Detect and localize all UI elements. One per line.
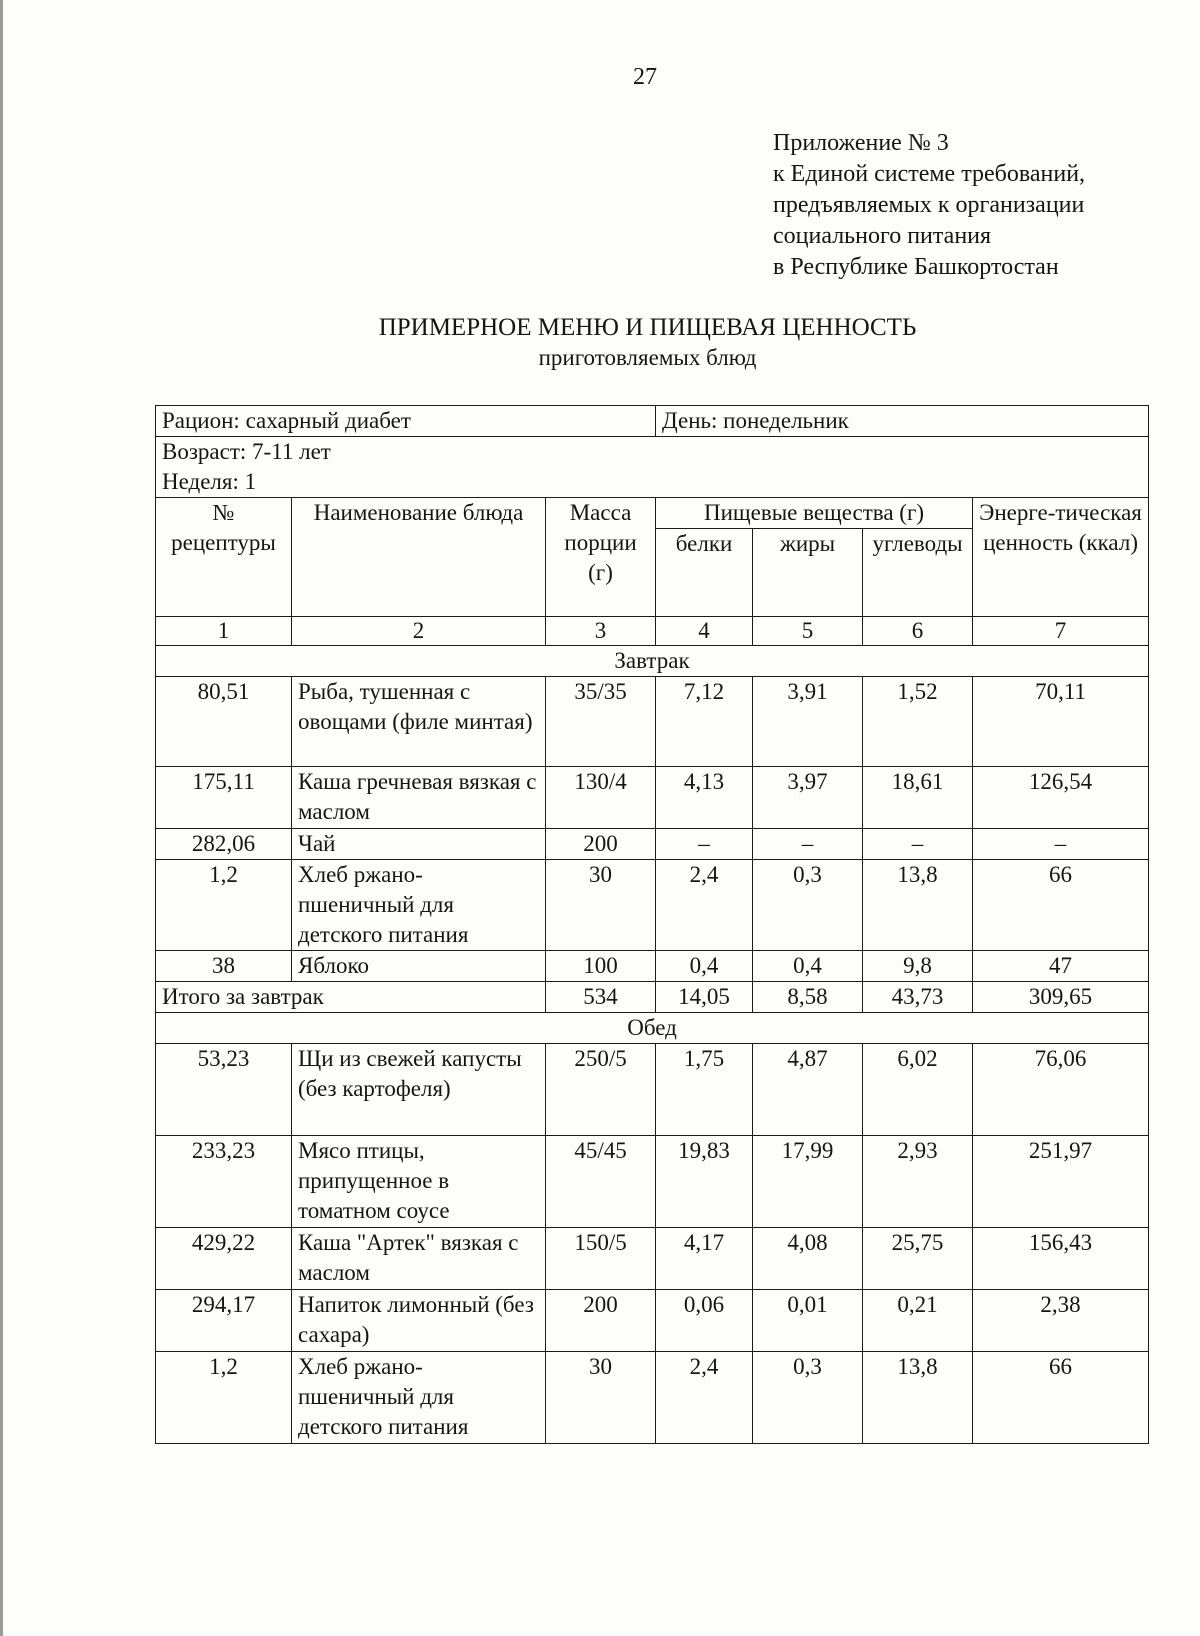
age-week-cell xyxy=(156,437,1149,498)
recipe-cell: 175,11 xyxy=(156,767,292,829)
total-row xyxy=(156,982,1149,1013)
dish-name-cell: Мясо птицы, припущенное в томатном соусе xyxy=(292,1136,546,1228)
header-fats: жиры xyxy=(753,529,863,617)
dish-name-cell: Каша "Артек" вязкая с маслом xyxy=(292,1228,546,1290)
section-row-breakfast xyxy=(156,646,1149,677)
dish-name-cell: Щи из свежей капусты (без картофеля) xyxy=(292,1044,546,1136)
recipe-cell: 53,23 xyxy=(156,1044,292,1136)
document-title xyxy=(0,313,1200,373)
age-week-row xyxy=(156,437,1149,498)
recipe-cell: 282,06 xyxy=(156,829,292,860)
total-energy: 309,65 xyxy=(973,982,1149,1013)
fats-cell: 0,3 xyxy=(753,860,863,951)
carbs-cell: 9,8 xyxy=(863,951,973,982)
energy-cell: 251,97 xyxy=(973,1136,1149,1228)
mass-cell: 45/45 xyxy=(546,1136,656,1228)
proteins-cell: 0,4 xyxy=(656,951,753,982)
header-energy: Энерге-тическая ценность (ккал) xyxy=(973,498,1149,617)
table-row xyxy=(156,1044,1149,1136)
mass-cell: 30 xyxy=(546,1352,656,1444)
total-carbs: 43,73 xyxy=(863,982,973,1013)
recipe-cell: 80,51 xyxy=(156,677,292,767)
fats-cell: 0,4 xyxy=(753,951,863,982)
total-mass: 534 xyxy=(546,982,656,1013)
title-sub: приготовляемых блюд xyxy=(538,345,757,370)
column-number: 6 xyxy=(863,617,973,646)
table-row xyxy=(156,1290,1149,1352)
table-row xyxy=(156,1352,1149,1444)
fats-cell: 3,97 xyxy=(753,767,863,829)
fats-cell: 17,99 xyxy=(753,1136,863,1228)
header-name: Наименование блюда xyxy=(292,498,546,617)
mass-cell: 30 xyxy=(546,860,656,951)
proteins-cell: 7,12 xyxy=(656,677,753,767)
appendix-block xyxy=(773,128,1085,283)
recipe-cell: 1,2 xyxy=(156,860,292,951)
mass-cell: 150/5 xyxy=(546,1228,656,1290)
section-title: Завтрак xyxy=(156,646,1149,677)
total-label: Итого за завтрак xyxy=(156,982,546,1013)
carbs-cell: 13,8 xyxy=(863,1352,973,1444)
proteins-cell: 4,13 xyxy=(656,767,753,829)
energy-cell: 126,54 xyxy=(973,767,1149,829)
mass-cell: 250/5 xyxy=(546,1044,656,1136)
carbs-cell: 25,75 xyxy=(863,1228,973,1290)
carbs-cell: 2,93 xyxy=(863,1136,973,1228)
header-row xyxy=(156,498,1149,529)
energy-cell: 156,43 xyxy=(973,1228,1149,1290)
appendix-line: к Единой системе требований, xyxy=(773,161,1086,187)
fats-cell: 4,87 xyxy=(753,1044,863,1136)
mass-cell: 100 xyxy=(546,951,656,982)
mass-cell: 35/35 xyxy=(546,677,656,767)
recipe-cell: 294,17 xyxy=(156,1290,292,1352)
dish-name-cell: Рыба, тушенная с овощами (филе минтая) xyxy=(292,677,546,767)
column-number-row xyxy=(156,617,1149,646)
proteins-cell: 4,17 xyxy=(656,1228,753,1290)
table-row xyxy=(156,951,1149,982)
ration-row xyxy=(156,406,1149,437)
section-title: Обед xyxy=(156,1013,1149,1044)
header-carbs: углеводы xyxy=(863,529,973,617)
fats-cell: 0,3 xyxy=(753,1352,863,1444)
fats-cell: 0,01 xyxy=(753,1290,863,1352)
column-number: 3 xyxy=(546,617,656,646)
mass-cell: 200 xyxy=(546,1290,656,1352)
fats-cell: 3,91 xyxy=(753,677,863,767)
dish-name-cell: Хлеб ржано-пшеничный для детского питания xyxy=(292,860,546,951)
recipe-cell: 38 xyxy=(156,951,292,982)
dish-name-cell: Напиток лимонный (без сахара) xyxy=(292,1290,546,1352)
energy-cell: 47 xyxy=(973,951,1149,982)
appendix-line: предъявляемых к организации xyxy=(773,192,1085,218)
column-number: 5 xyxy=(753,617,863,646)
proteins-cell: – xyxy=(656,829,753,860)
table-row xyxy=(156,767,1149,829)
dish-name-cell: Чай xyxy=(292,829,546,860)
carbs-cell: 0,21 xyxy=(863,1290,973,1352)
dish-name-cell: Хлеб ржано-пшеничный для детского питания xyxy=(292,1352,546,1444)
fats-cell: 4,08 xyxy=(753,1228,863,1290)
header-nutrients: Пищевые вещества (г) xyxy=(656,498,973,529)
column-number: 1 xyxy=(156,617,292,646)
proteins-cell: 19,83 xyxy=(656,1136,753,1228)
energy-cell: 70,11 xyxy=(973,677,1149,767)
energy-cell: 2,38 xyxy=(973,1290,1149,1352)
carbs-cell: 1,52 xyxy=(863,677,973,767)
energy-cell: 66 xyxy=(973,1352,1149,1444)
total-proteins: 14,05 xyxy=(656,982,753,1013)
proteins-cell: 2,4 xyxy=(656,860,753,951)
table-row xyxy=(156,677,1149,767)
menu-table xyxy=(155,405,1149,1444)
header-proteins: белки xyxy=(656,529,753,617)
recipe-cell: 233,23 xyxy=(156,1136,292,1228)
column-number: 7 xyxy=(973,617,1149,646)
dish-name-cell: Каша гречневая вязкая с маслом xyxy=(292,767,546,829)
table-row xyxy=(156,1136,1149,1228)
mass-cell: 200 xyxy=(546,829,656,860)
energy-cell: 66 xyxy=(973,860,1149,951)
table-row xyxy=(156,829,1149,860)
age-text: Возраст: 7-11 лет xyxy=(162,439,331,464)
table-row xyxy=(156,1228,1149,1290)
recipe-cell: 1,2 xyxy=(156,1352,292,1444)
column-number: 4 xyxy=(656,617,753,646)
header-recipe: № рецептуры xyxy=(156,498,292,617)
dish-name-cell: Яблоко xyxy=(292,951,546,982)
mass-cell: 130/4 xyxy=(546,767,656,829)
week-text: Неделя: 1 xyxy=(162,469,257,494)
carbs-cell: 13,8 xyxy=(863,860,973,951)
ration-cell: Рацион: сахарный диабет xyxy=(156,406,656,437)
energy-cell: – xyxy=(973,829,1149,860)
total-fats: 8,58 xyxy=(753,982,863,1013)
title-main: ПРИМЕРНОЕ МЕНЮ И ПИЩЕВАЯ ЦЕННОСТЬ xyxy=(378,314,917,341)
recipe-cell: 429,22 xyxy=(156,1228,292,1290)
column-number: 2 xyxy=(292,617,546,646)
appendix-line: Приложение № 3 xyxy=(773,130,949,156)
scan-edge xyxy=(0,0,3,1636)
page-number: 27 xyxy=(633,64,657,90)
proteins-cell: 1,75 xyxy=(656,1044,753,1136)
header-mass: Масса порции (г) xyxy=(546,498,656,617)
carbs-cell: 6,02 xyxy=(863,1044,973,1136)
table-row xyxy=(156,860,1149,951)
proteins-cell: 0,06 xyxy=(656,1290,753,1352)
day-cell: День: понедельник xyxy=(656,406,1149,437)
section-row-lunch xyxy=(156,1013,1149,1044)
energy-cell: 76,06 xyxy=(973,1044,1149,1136)
fats-cell: – xyxy=(753,829,863,860)
appendix-line: в Республике Башкортостан xyxy=(773,254,1059,280)
proteins-cell: 2,4 xyxy=(656,1352,753,1444)
carbs-cell: 18,61 xyxy=(863,767,973,829)
appendix-line: социального питания xyxy=(773,223,992,249)
carbs-cell: – xyxy=(863,829,973,860)
